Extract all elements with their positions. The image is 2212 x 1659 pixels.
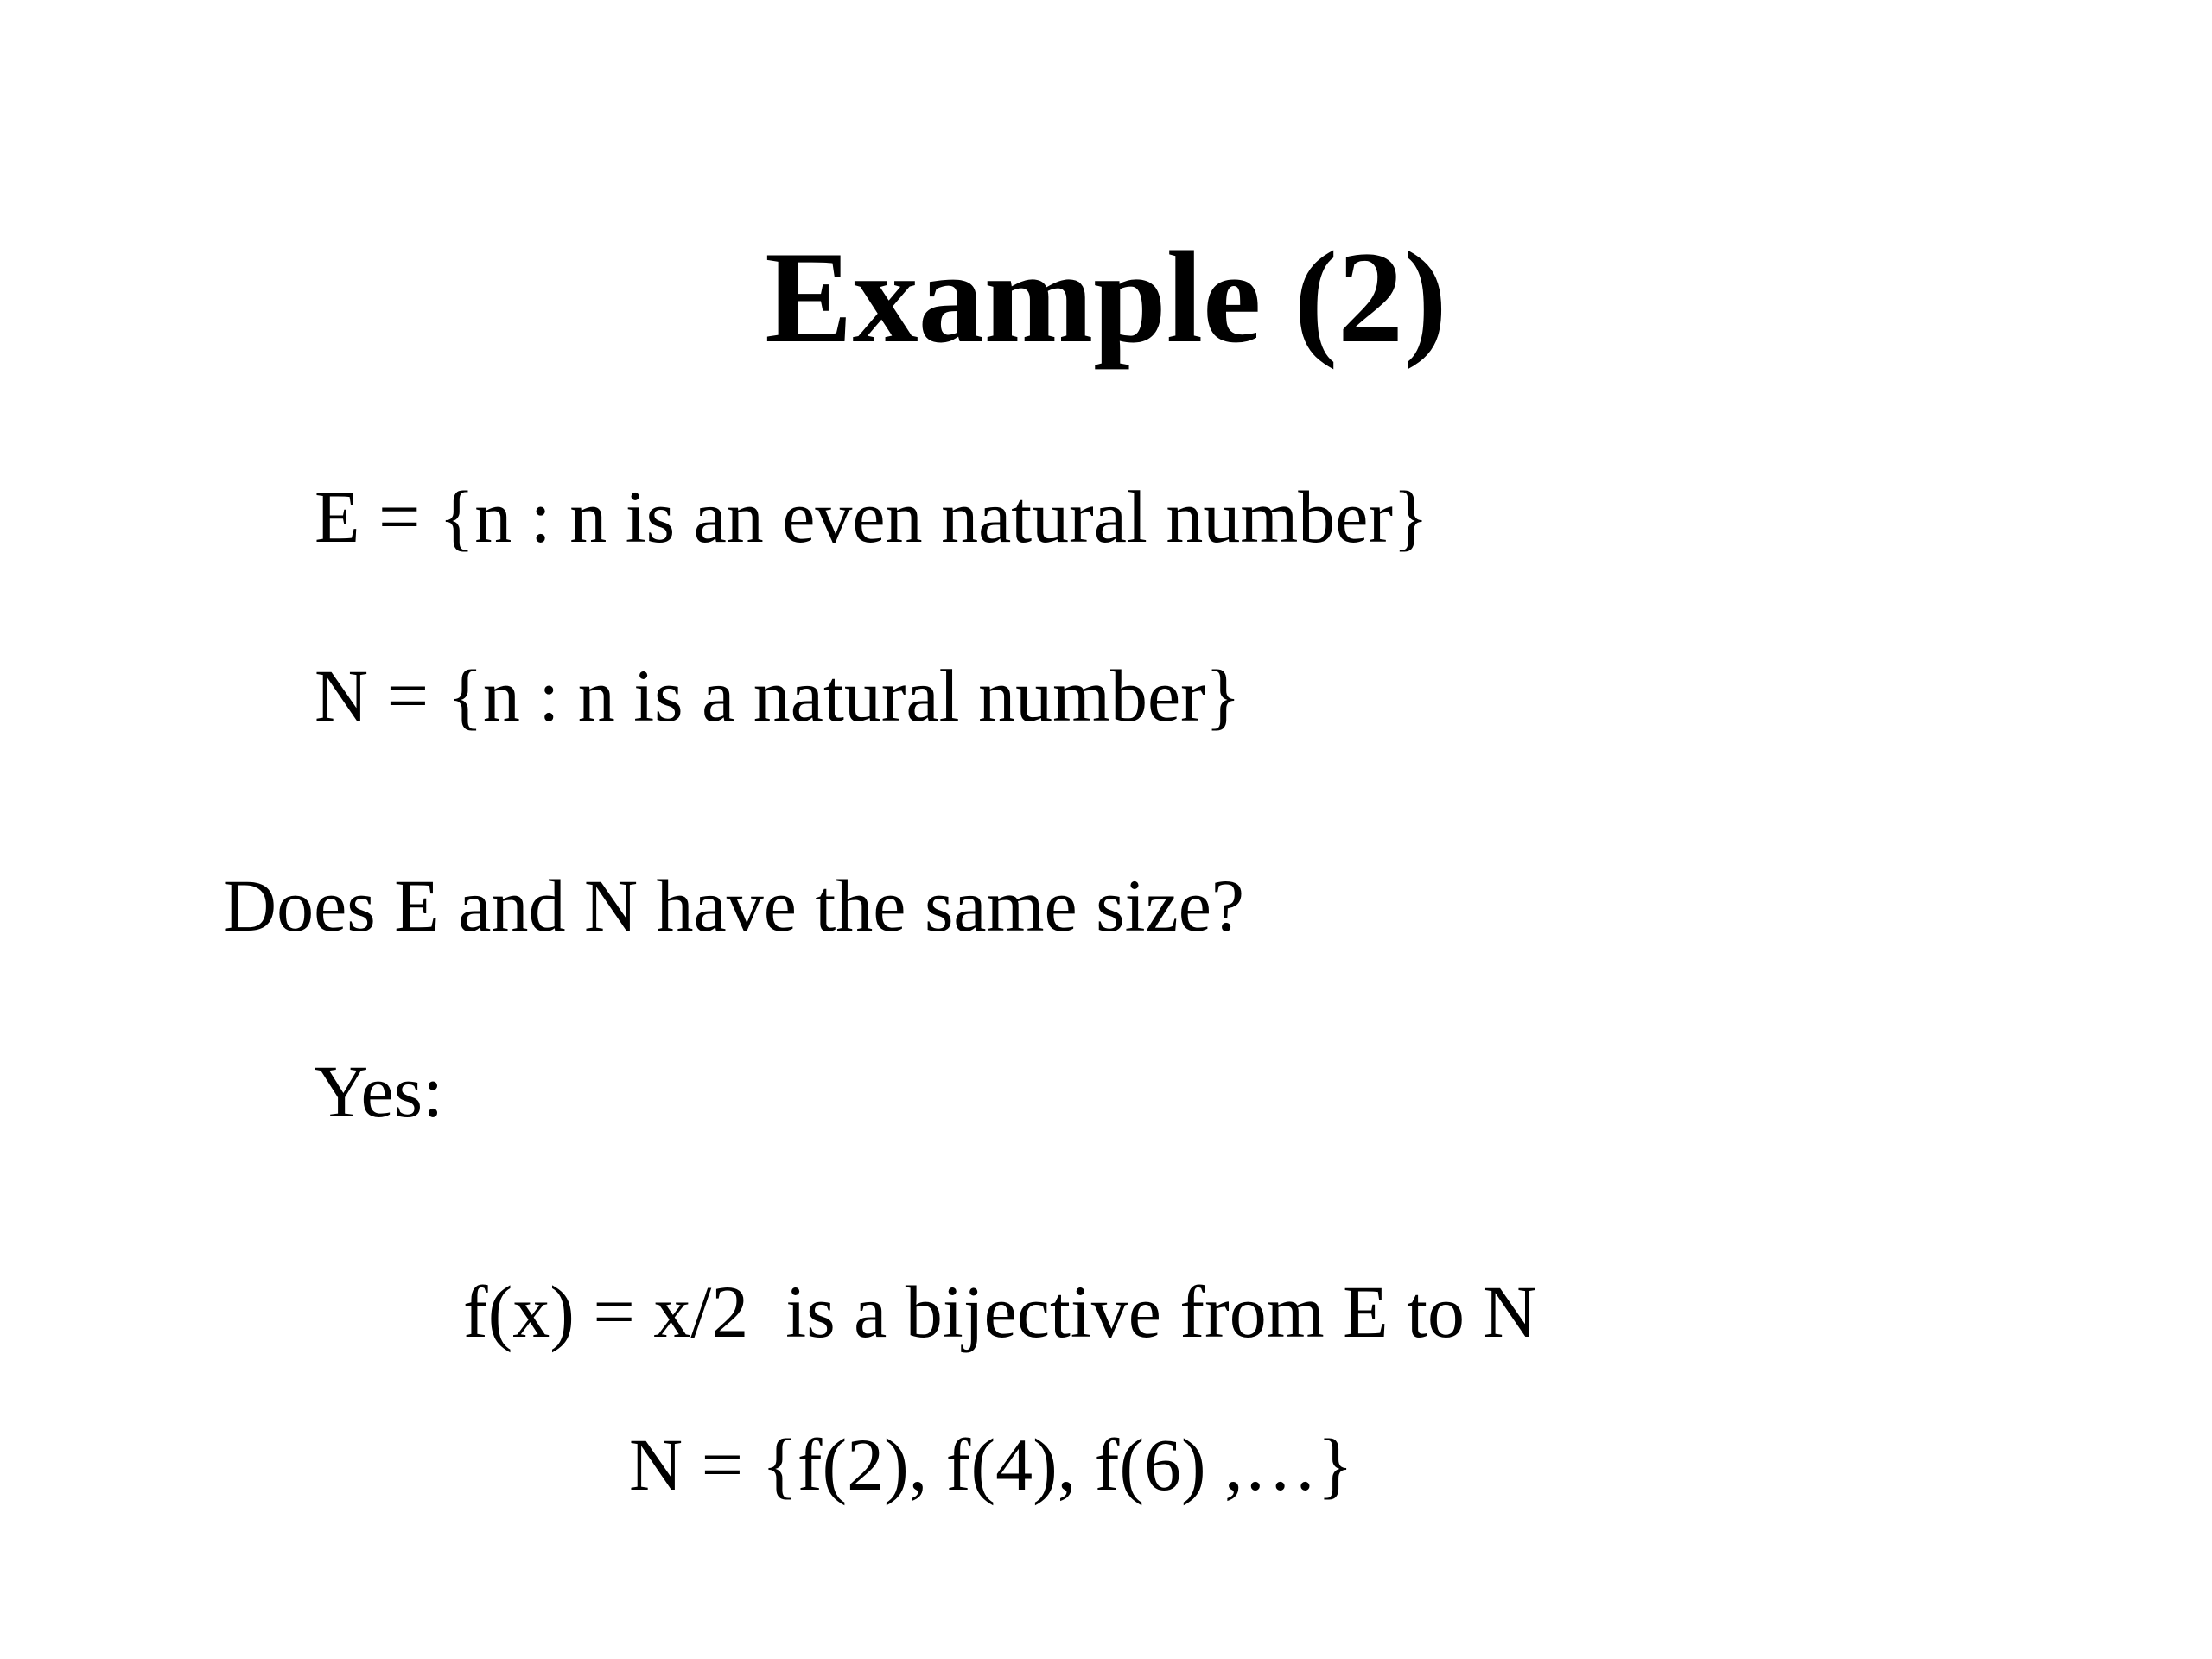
answer-text: Yes: (315, 1050, 444, 1133)
set-n-image: N = {f(2), f(4), f(6) ,…} (629, 1423, 1353, 1506)
set-e-definition: E = {n : n is an even natural number} (315, 475, 1429, 558)
set-n-definition: N = {n : n is a natural number} (315, 654, 1242, 737)
slide-title: Example (2) (765, 225, 1447, 370)
question-text: Does E and N have the same size? (223, 864, 1245, 947)
function-statement: f(x) = x/2 is a bijective from E to N (463, 1270, 1537, 1353)
